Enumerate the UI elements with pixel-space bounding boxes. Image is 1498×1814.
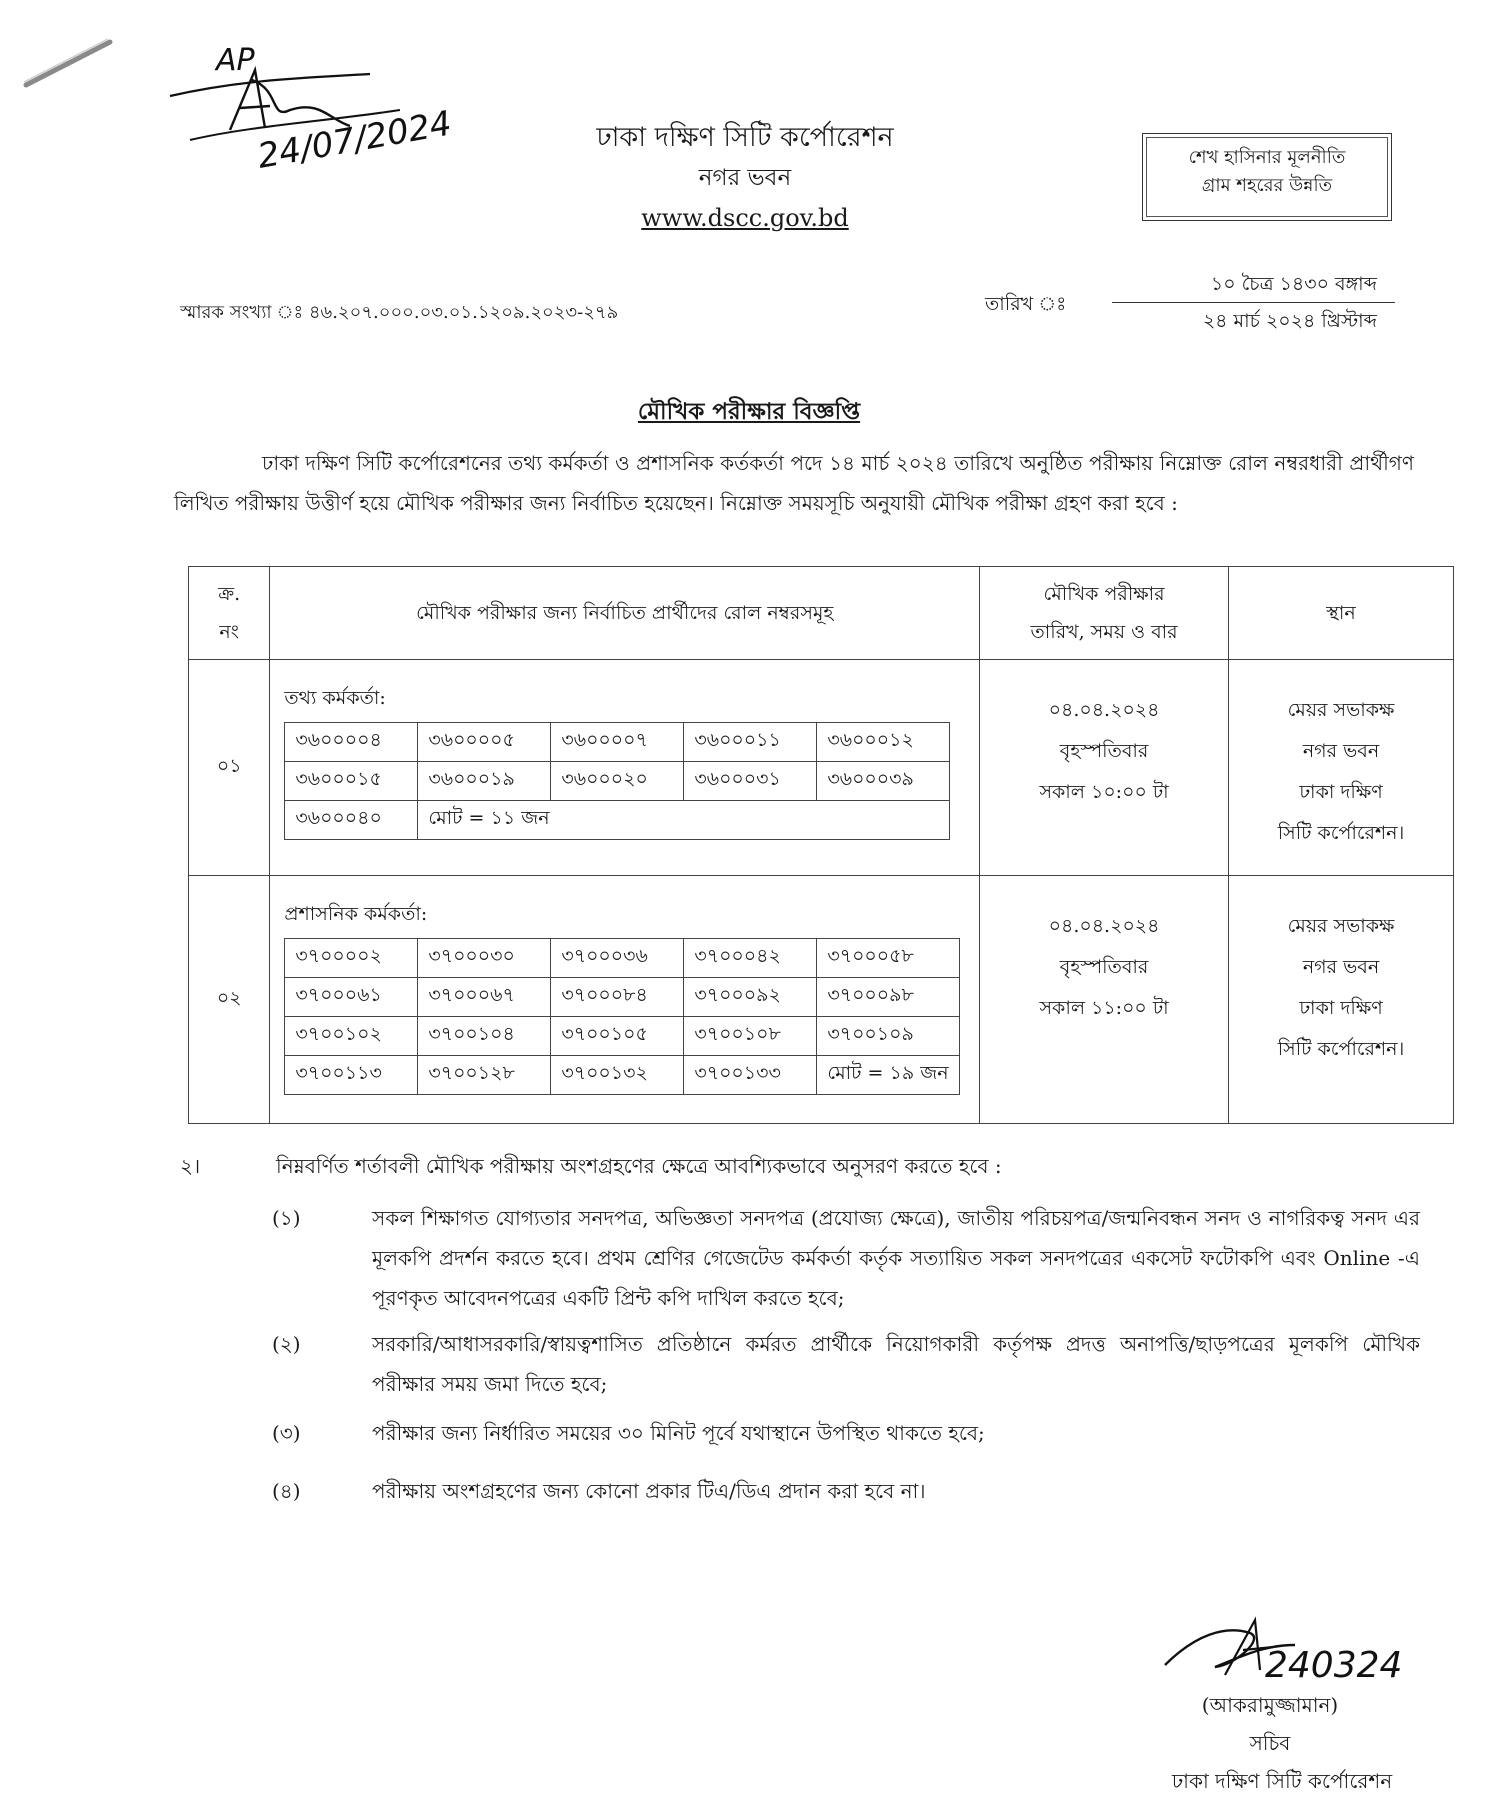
roll-number: ৩৭০০১২৮	[418, 1056, 551, 1095]
table-row	[189, 876, 1454, 1124]
exam-datetime-cell	[980, 876, 1229, 1124]
post-title: প্রশাসনিক কর্মকর্তা:	[284, 903, 428, 925]
roll-number: ৩৬০০০১২	[817, 723, 950, 762]
svg-text:24/07/2024: 24/07/2024	[254, 103, 455, 177]
exam-place-cell	[1229, 660, 1454, 876]
place-line: মেয়র সভাকক্ষ	[1287, 699, 1395, 721]
letterhead	[520, 118, 970, 238]
roll-number: ৩৬০০০১৫	[285, 762, 418, 801]
date-label: তারিখ ঃ	[985, 293, 1067, 315]
signatory-designation: সচিব	[1249, 1731, 1291, 1755]
roll-number: ৩৭০০১৩৩	[684, 1056, 817, 1095]
roll-number: ৩৭০০০৯৮	[817, 978, 959, 1017]
table-row	[189, 660, 1454, 876]
roll-grid	[284, 938, 959, 1095]
slogan-line-2: গ্রাম শহরের উন্নতি	[1201, 175, 1333, 196]
website-link[interactable]: www.dscc.gov.bd	[641, 204, 849, 232]
roll-number: ৩৬০০০৩১	[684, 762, 817, 801]
date-block	[1112, 266, 1395, 339]
building-name: নগর ভবন	[698, 165, 792, 191]
condition-number: (৩)	[272, 1421, 301, 1445]
memo-label: স্মারক সংখ্যা ঃ	[180, 302, 304, 323]
exam-day: বৃহস্পতিবার	[1059, 740, 1149, 762]
roll-number: ৩৭০০১৩২	[551, 1056, 684, 1095]
roll-number: ৩৬০০০০৫	[418, 723, 551, 762]
signature-date: 240324	[1265, 1645, 1403, 1686]
roll-number: ৩৭০০০৬৭	[418, 978, 551, 1017]
signatory-org: ঢাকা দক্ষিণ সিটি কর্পোরেশন	[1171, 1769, 1393, 1793]
place-line: সিটি কর্পোরেশন।	[1277, 1038, 1405, 1060]
exam-date: ০৪.০৪.২০২৪	[1048, 699, 1160, 721]
section-2-number: ২।	[180, 1154, 201, 1178]
exam-time: সকাল ১০:০০ টা	[1039, 781, 1169, 803]
roll-number: ৩৭০০১০৪	[418, 1017, 551, 1056]
place-line: নগর ভবন	[1302, 956, 1380, 978]
condition-text: সকল শিক্ষাগত যোগ্যতার সনদপত্র, অভিজ্ঞতা সনদপত্র (প্রযোজ্য ক্ষেত্রে), জাতীয় পরিচয়পত্র/জন্মনিবন্ধন সনদ ও নাগরিকত্ব সনদ এর মূলকপি প্রদর্শন করতে হবে। প্রথম শ্রেণির গেজেটেড কর্মকর্তা কর্তৃক সত্যায়িত সকল সনদপত্রের একসেট ফটোকপি এবং Online -এ পূরণকৃত আবেদনপত্রের একটি প্রিন্ট কপি দাখিল করতে হবে;	[372, 1206, 1420, 1310]
condition-number: (২)	[272, 1332, 301, 1356]
place-line: সিটি কর্পোরেশন।	[1277, 822, 1405, 844]
section-2-text: নিম্নবর্ণিত শর্তাবলী মৌখিক পরীক্ষায় অংশগ্রহণের ক্ষেত্রে আবশ্যিকভাবে অনুসরণ করতে হবে :	[276, 1154, 1002, 1178]
post-title: তথ্য কর্মকর্তা:	[284, 687, 386, 709]
header-place: স্থান	[1229, 567, 1454, 660]
roll-number: ৩৭০০১০২	[285, 1017, 418, 1056]
roll-number: ৩৬০০০৩৯	[817, 762, 950, 801]
condition-text: পরীক্ষায় অংশগ্রহণের জন্য কোনো প্রকার টিএ/ডিএ প্রদান করা হবে না।	[372, 1479, 926, 1503]
exam-date: ০৪.০৪.২০২৪	[1048, 915, 1160, 937]
roll-number: ৩৭০০০৮৪	[551, 978, 684, 1017]
roll-number: ৩৭০০০৩৬	[551, 939, 684, 978]
roll-number: ৩৭০০০৪২	[684, 939, 817, 978]
table-header-row	[189, 567, 1454, 660]
roll-total: মোট = ১৯ জন	[817, 1056, 959, 1095]
signature-icon	[1155, 1615, 1425, 1690]
roll-number: ৩৬০০০২০	[551, 762, 684, 801]
exam-time: সকাল ১১:০০ টা	[1039, 997, 1169, 1019]
roll-number: ৩৭০০০৬১	[285, 978, 418, 1017]
roll-number: ৩৭০০০৩০	[418, 939, 551, 978]
roll-number: ৩৭০০১১৩	[285, 1056, 418, 1095]
signature-block	[1120, 1686, 1420, 1800]
place-line: মেয়র সভাকক্ষ	[1287, 915, 1395, 937]
place-line: নগর ভবন	[1302, 740, 1380, 762]
roll-number: ৩৭০০১০৫	[551, 1017, 684, 1056]
roll-number: ৩৭০০০৯২	[684, 978, 817, 1017]
memo-number	[180, 298, 618, 329]
roll-number: ৩৬০০০১৯	[418, 762, 551, 801]
schedule-table	[188, 566, 1454, 1124]
condition-text: পরীক্ষার জন্য নির্ধারিত সময়ের ৩০ মিনিট পূর্বে যথাস্থানে উপস্থিত থাকতে হবে;	[372, 1421, 985, 1445]
header-date: মৌখিক পরীক্ষার তারিখ, সময় ও বার	[980, 567, 1229, 660]
roll-number: ৩৭০০০০২	[285, 939, 418, 978]
roll-number: ৩৬০০০৪০	[285, 801, 418, 840]
org-name: ঢাকা দক্ষিণ সিটি কর্পোরেশন	[596, 122, 894, 153]
condition-text: সরকারি/আধাসরকারি/স্বায়ত্বশাসিত প্রতিষ্ঠানে কর্মরত প্রার্থীকে নিয়োগকারী কর্তৃপক্ষ প্রদত্ত অনাপত্তি/ছাড়পত্রের মূলকপি মৌখিক পরীক্ষার সময় জমা দিতে হবে;	[372, 1332, 1420, 1396]
date-english: ২৪ মার্চ ২০২৪ খ্রিস্টাব্দ	[1202, 310, 1377, 332]
exam-place-cell	[1229, 876, 1454, 1124]
roll-number: ৩৬০০০১১	[684, 723, 817, 762]
roll-number: ৩৭০০০৫৮	[817, 939, 959, 978]
slogan-box	[1142, 133, 1392, 221]
header-serial: ক্র. নং	[189, 567, 270, 660]
svg-text:AP: AP	[216, 43, 255, 78]
date-bangla: ১০ চৈত্র ১৪৩০ বঙ্গাব্দ	[1112, 266, 1395, 303]
signatory-name: (আকরামুজ্জামান)	[1201, 1693, 1339, 1717]
condition-number: (৪)	[272, 1479, 301, 1503]
roll-number: ৩৭০০১০৯	[817, 1017, 959, 1056]
rolls-cell	[270, 660, 980, 876]
intro-paragraph: ঢাকা দক্ষিণ সিটি কর্পোরেশনের তথ্য কর্মকর্তা ও প্রশাসনিক কর্তকর্তা পদে ১৪ মার্চ ২০২৪ তারিখে অনুষ্ঠিত পরীক্ষায় নিম্নোক্ত রোল নম্বরধারী প্রার্থীগণ লিখিত পরীক্ষায় উত্তীর্ণ হয়ে মৌখিক পরীক্ষার জন্য নির্বাচিত হয়েছেন। নিম্নোক্ত সময়সূচি অনুযায়ী মৌখিক পরীক্ষা গ্রহণ করা হবে :	[174, 451, 1414, 515]
slogan-line-1: শেখ হাসিনার মূলনীতি	[1188, 147, 1346, 168]
serial-cell: ০১	[189, 660, 270, 876]
memo-value: ৪৬.২০৭.০০০.০৩.০১.১২০৯.২০২৩-২৭৯	[308, 302, 619, 323]
roll-grid	[284, 722, 950, 840]
header-rolls: মৌখিক পরীক্ষার জন্য নির্বাচিত প্রার্থীদের রোল নম্বরসমূহ	[270, 567, 980, 660]
serial-cell: ০২	[189, 876, 270, 1124]
exam-day: বৃহস্পতিবার	[1059, 956, 1149, 978]
place-line: ঢাকা দক্ষিণ	[1299, 781, 1383, 803]
notice-title: মৌখিক পরীক্ষার বিজ্ঞপ্তি	[637, 398, 861, 425]
roll-number: ৩৬০০০০৪	[285, 723, 418, 762]
condition-number: (১)	[272, 1206, 301, 1230]
handwritten-initials-icon	[20, 30, 490, 200]
rolls-cell	[270, 876, 980, 1124]
roll-total: মোট = ১১ জন	[418, 801, 950, 840]
roll-number: ৩৭০০১০৮	[684, 1017, 817, 1056]
roll-number: ৩৬০০০০৭	[551, 723, 684, 762]
exam-datetime-cell	[980, 660, 1229, 876]
place-line: ঢাকা দক্ষিণ	[1299, 997, 1383, 1019]
